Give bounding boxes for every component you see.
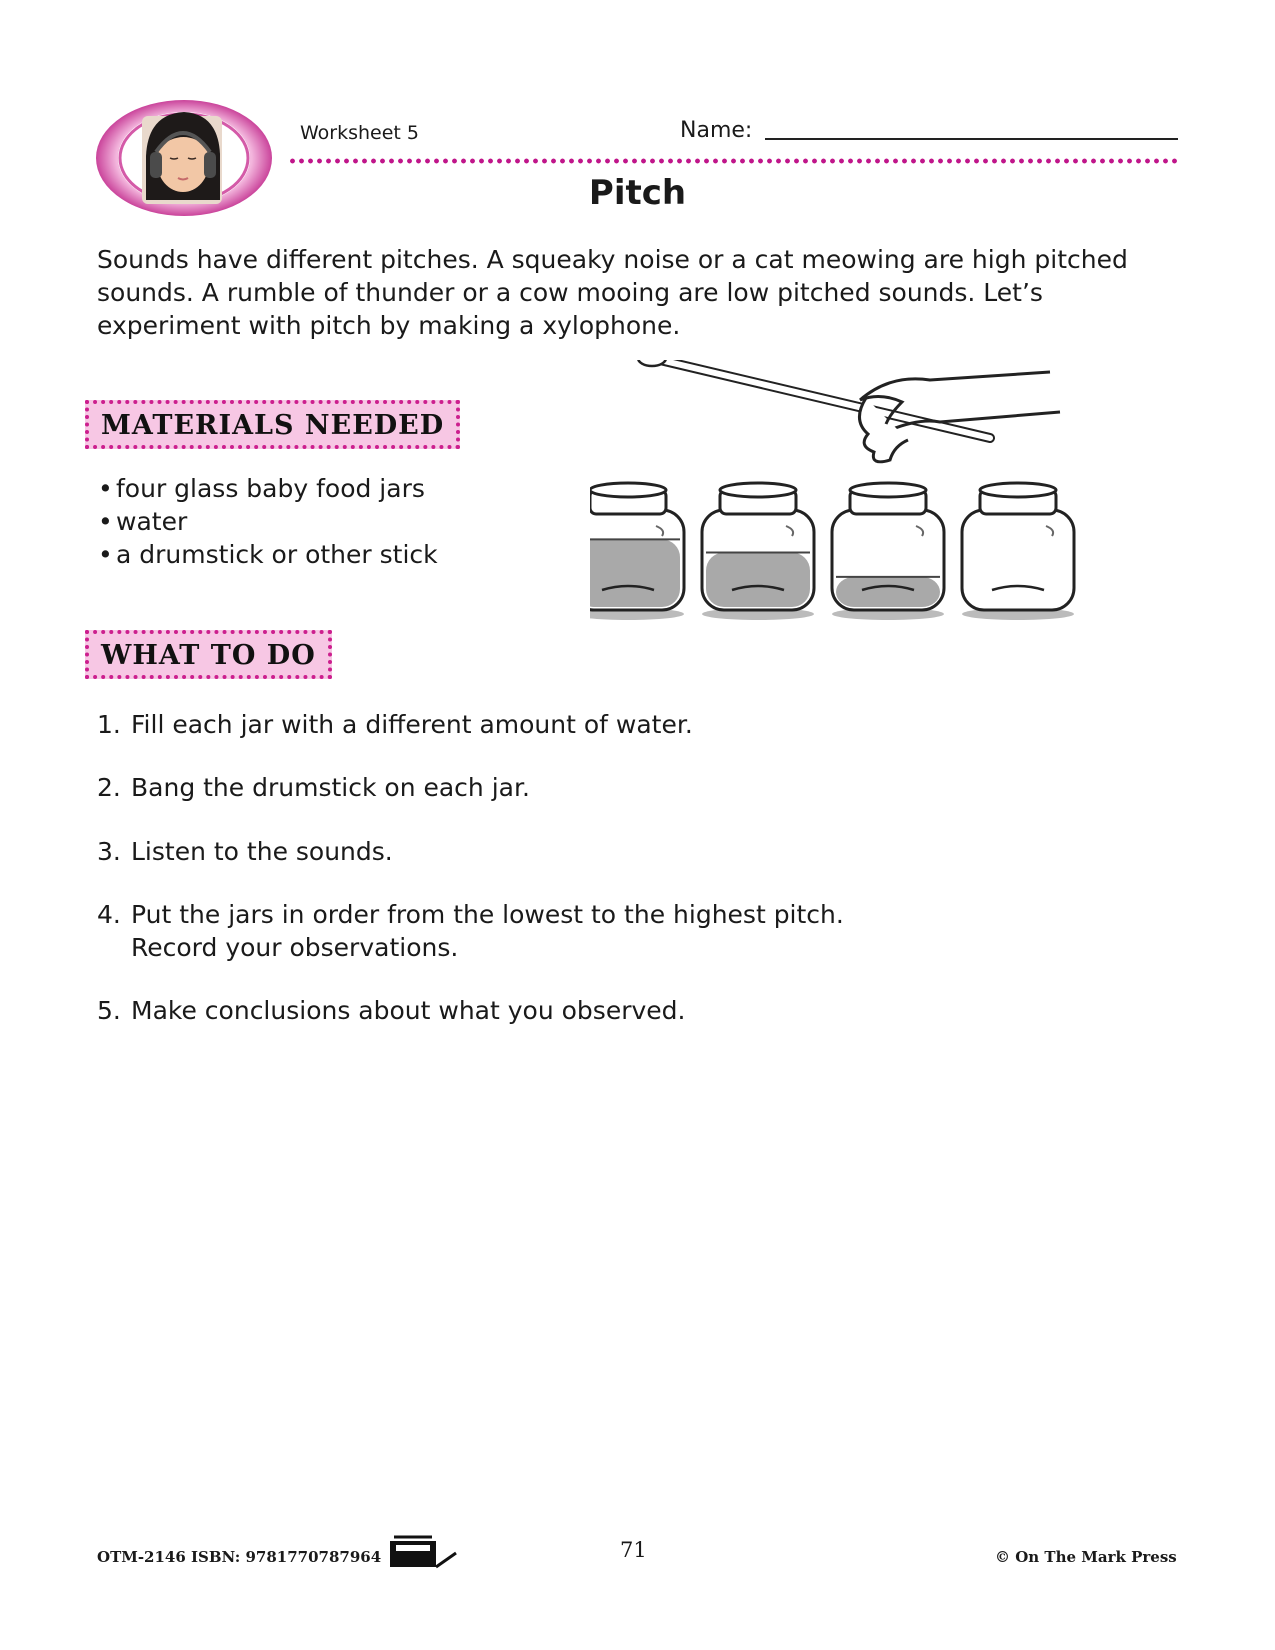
name-field[interactable] (765, 138, 1178, 140)
list-item: 3. Listen to the sounds. (97, 837, 393, 866)
list-item: 5. Make conclusions about what you observed. (97, 996, 686, 1025)
list-item: 2. Bang the drumstick on each jar. (97, 773, 530, 802)
bullet-icon: • (98, 474, 113, 503)
list-item: • a drumstick or other stick (98, 540, 438, 569)
bullet-icon: • (98, 540, 113, 569)
glass-jar-icon (962, 483, 1074, 620)
list-item: 1. Fill each jar with a different amount of water. (97, 710, 693, 739)
intro-line: sounds. A rumble of thunder or a cow mooing are low pitched sounds. Let’s (97, 278, 1043, 307)
intro-line: Sounds have different pitches. A squeaky noise or a cat meowing are high pitched (97, 245, 1128, 274)
list-item: • water (98, 507, 188, 536)
what-to-do-heading: WHAT TO DO (85, 630, 332, 679)
glass-jar-icon (832, 483, 944, 620)
book-icon (388, 1533, 458, 1569)
page-title: Pitch (588, 173, 687, 213)
glass-jar-icon (702, 483, 814, 620)
footer-publisher: © On The Mark Press (995, 1548, 1177, 1566)
materials-heading: MATERIALS NEEDED (85, 400, 460, 449)
name-label: Name: (680, 118, 753, 143)
list-item: 4. Put the jars in order from the lowest to the highest pitch. Record your observations. (97, 900, 844, 962)
page-number: 71 (620, 1538, 647, 1562)
water-fill (836, 577, 940, 607)
materials-list (98, 472, 438, 571)
hand-holding-stick-icon (638, 360, 1060, 462)
xylophone-illustration (590, 360, 1150, 645)
water-fill (706, 552, 810, 607)
intro-line: experiment with pitch by making a xylophone. (97, 311, 681, 340)
water-fill (590, 539, 680, 607)
header-divider (288, 158, 1180, 164)
glass-jar-icon (590, 483, 684, 620)
bullet-icon: • (98, 507, 113, 536)
footer-code: OTM-2146 ISBN: 9781770787964 (97, 1548, 382, 1566)
list-item: • four glass baby food jars (98, 474, 425, 503)
worksheet-label: Worksheet 5 (300, 122, 420, 144)
intro-paragraph (97, 243, 1197, 342)
